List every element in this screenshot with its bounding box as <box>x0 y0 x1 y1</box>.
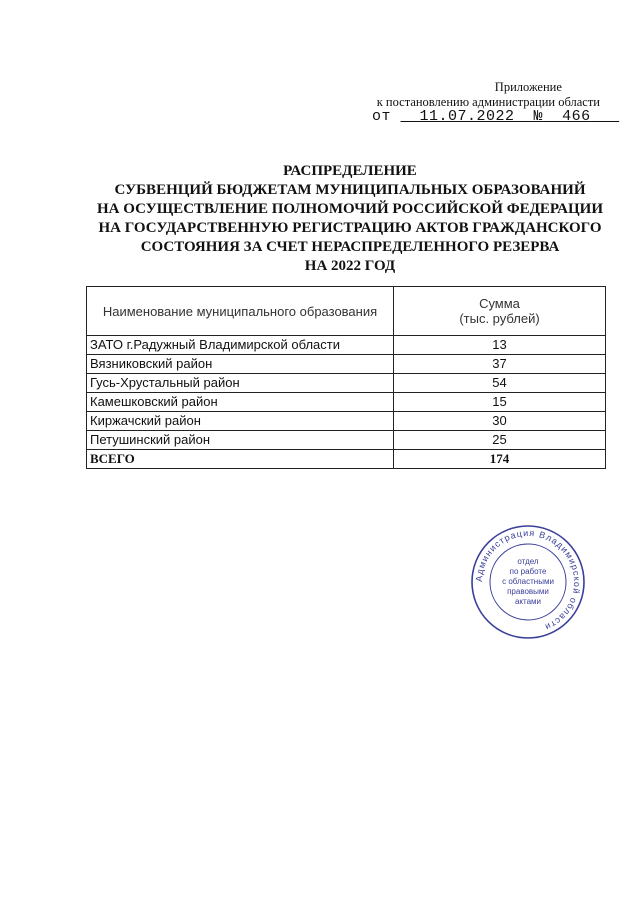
distribution-table <box>86 286 606 469</box>
row-sum: 37 <box>394 355 606 374</box>
row-sum: 54 <box>394 374 606 393</box>
date-number-line <box>372 108 619 125</box>
title-line: РАСПРЕДЕЛЕНИЕ <box>283 163 417 179</box>
table-row <box>87 336 606 355</box>
annex-block <box>377 80 600 110</box>
table-row <box>87 374 606 393</box>
table-row <box>87 393 606 412</box>
stamp-inner-line: отдел <box>517 557 539 566</box>
annex-title: Приложение <box>494 80 562 94</box>
date-value: 11.07.2022 <box>419 108 515 125</box>
total-label: ВСЕГО <box>87 450 394 469</box>
table-header-row <box>87 287 606 336</box>
row-sum: 30 <box>394 412 606 431</box>
total-sum: 174 <box>394 450 606 469</box>
document-title <box>85 162 615 276</box>
row-name: Киржачский район <box>87 412 394 431</box>
row-sum: 13 <box>394 336 606 355</box>
stamp-outer-text: Администрация Владимирской области <box>473 527 583 633</box>
column-header-name: Наименование муниципального образования <box>87 287 394 336</box>
row-name: ЗАТО г.Радужный Владимирской области <box>87 336 394 355</box>
title-line: СУБВЕНЦИЙ БЮДЖЕТАМ МУНИЦИПАЛЬНЫХ ОБРАЗОВАНИЙ <box>114 182 586 198</box>
annex-subtitle: к постановлению администрации области <box>376 95 600 109</box>
title-line: НА ГОСУДАРСТВЕННУЮ РЕГИСТРАЦИЮ АКТОВ ГРАЖДАНСКОГО <box>98 220 602 236</box>
row-name: Камешковский район <box>87 393 394 412</box>
table-total-row <box>87 450 606 469</box>
column-header-sum <box>394 287 606 336</box>
stamp-inner-line: правовыми <box>507 587 549 596</box>
table-row <box>87 431 606 450</box>
row-sum: 25 <box>394 431 606 450</box>
title-line: НА ОСУЩЕСТВЛЕНИЕ ПОЛНОМОЧИЙ РОССИЙСКОЙ ФЕДЕРАЦИИ <box>96 201 604 217</box>
column-header-sum-line1: Сумма <box>479 296 520 311</box>
title-line: НА 2022 ГОД <box>304 258 396 274</box>
table-row <box>87 412 606 431</box>
row-name: Вязниковский район <box>87 355 394 374</box>
date-prefix: от <box>372 108 392 125</box>
stamp-inner-line: по работе <box>509 567 547 576</box>
official-stamp <box>468 522 588 642</box>
row-sum: 15 <box>394 393 606 412</box>
title-line: СОСТОЯНИЯ ЗА СЧЕТ НЕРАСПРЕДЕЛЕННОГО РЕЗЕРВА <box>140 239 560 255</box>
row-name: Петушинский район <box>87 431 394 450</box>
number-prefix: № <box>533 108 544 125</box>
stamp-inner-line: с областными <box>502 577 554 586</box>
table-row <box>87 355 606 374</box>
stamp-inner-line: актами <box>514 597 542 606</box>
column-header-sum-line2: (тыс. рублей) <box>459 311 540 326</box>
number-value: 466 <box>562 108 591 125</box>
row-name: Гусь-Хрустальный район <box>87 374 394 393</box>
